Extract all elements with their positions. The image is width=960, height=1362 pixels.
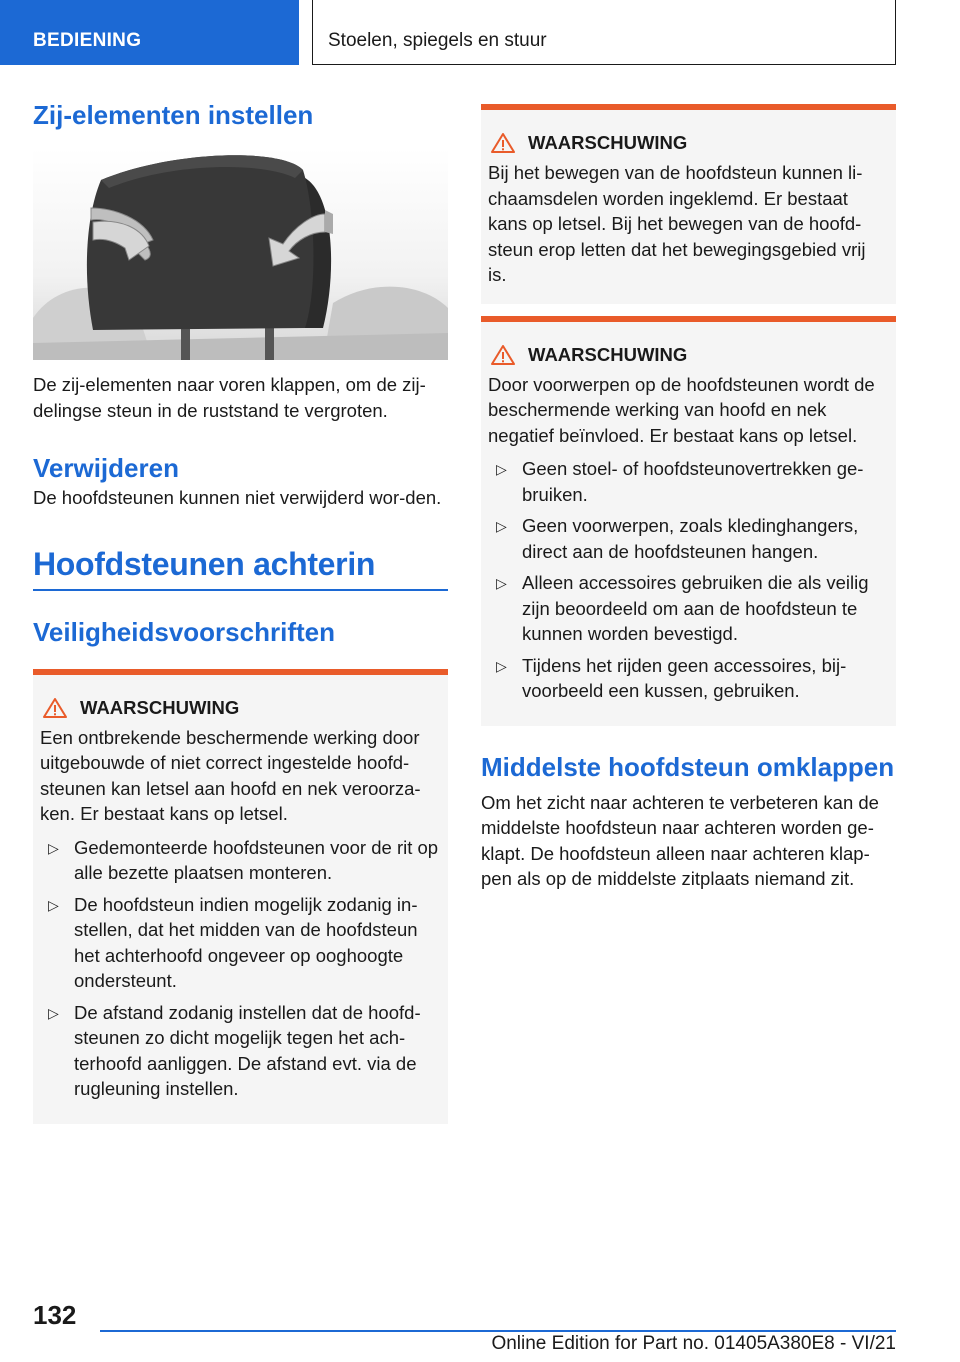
triangle-bullet-icon: ▷ <box>496 575 507 591</box>
chapter-header <box>312 0 896 65</box>
list-item: ▷ De hoofdsteun indien mogelijk zodanig in-stellen, dat het midden van de hoofdsteun het achterhoofd ongeveer op ooghoogte ondersteunt. <box>40 892 441 994</box>
triangle-bullet-icon: ▷ <box>48 896 59 913</box>
paragraph-side-elements: De zij-elementen naar voren klappen, om de zij-delingse steun in de ruststand te vergroten. <box>33 374 426 421</box>
triangle-bullet-icon: ▷ <box>496 518 507 534</box>
heading-side-elements: Zij-elementen instellen <box>33 100 314 130</box>
warning-text: Een ontbrekende beschermende werking door uitgebouwde of niet correct ingestelde hoofd-steunen kan letsel aan hoofd en nek veroorza-ken. Er bestaat kans op letsel. <box>40 726 421 824</box>
heading-remove: Verwijderen <box>33 453 179 483</box>
list-item: ▷ Geen stoel- of hoofdsteunovertrekken ge-bruiken. <box>488 456 889 507</box>
warning-triangle-icon <box>42 697 68 719</box>
warning-title-row <box>488 132 889 154</box>
chapter-title: Stoelen, spiegels en stuur <box>328 30 547 51</box>
warning-box-right-1 <box>481 104 896 304</box>
warning-box-left <box>33 669 448 1124</box>
right-column <box>481 104 896 892</box>
warning-triangle-icon <box>490 132 516 154</box>
triangle-bullet-icon: ▷ <box>496 657 507 674</box>
heading-rear-headrests: Hoofdsteunen achterin <box>33 545 376 582</box>
section-header <box>0 0 299 65</box>
section-title: BEDIENING <box>33 30 142 51</box>
warning-title: WAARSCHUWING <box>528 132 688 153</box>
warning-bullets <box>488 456 889 704</box>
edition-note: Online Edition for Part no. 01405A380E8 - VI/21 <box>491 1333 896 1354</box>
warning-title: WAARSCHUWING <box>80 696 240 718</box>
list-item: ▷ Alleen accessoires gebruiken die als veilig zijn beoordeeld om aan de hoofdsteun te kunnen worden bevestigd. <box>488 570 889 647</box>
paragraph-remove: De hoofdsteunen kunnen niet verwijderd wor-den. <box>33 487 442 508</box>
heading-safety: Veiligheidsvoorschriften <box>33 616 335 647</box>
headrest-image <box>33 148 448 360</box>
heading-fold-center: Middelste hoofdsteun omklappen <box>481 751 895 782</box>
warning-title-row <box>40 697 441 719</box>
warning-box-right-2 <box>481 316 896 726</box>
left-column <box>33 100 448 1124</box>
list-item: ▷ Geen voorwerpen, zoals kledinghangers, direct aan de hoofdsteunen hangen. <box>488 513 889 564</box>
footer-rule <box>100 1330 896 1332</box>
list-item: ▷ Tijdens het rijden geen accessoires, bij-voorbeeld een kussen, gebruiken. <box>488 653 889 704</box>
heading-rule <box>33 589 448 591</box>
warning-text: Bij het bewegen van de hoofdsteun kunnen li-chaamsdelen worden ingeklemd. Er bestaat kans op letsel. Bij het bewegen van de hoofd-steun erop letten dat het bewegingsgebied vrij is. <box>488 162 866 285</box>
warning-text: Door voorwerpen op de hoofdsteunen wordt de beschermende werking van hoofd en nek negatief beïnvloed. Er bestaat kans op letsel. <box>488 373 875 446</box>
triangle-bullet-icon: ▷ <box>48 839 59 856</box>
warning-title-row <box>488 344 889 366</box>
warning-bullets <box>40 835 441 1102</box>
list-item: ▷ De afstand zodanig instellen dat de hoofd-steunen zo dicht mogelijk tegen het ach-terhoofd aanliggen. De afstand evt. via de rugleuning instellen. <box>40 1000 441 1102</box>
triangle-bullet-icon: ▷ <box>48 1004 59 1021</box>
list-item: ▷ Gedemonteerde hoofdsteunen voor de rit op alle bezette plaatsen monteren. <box>40 835 441 886</box>
headrest-illustration <box>33 148 448 360</box>
page-number: 132 <box>33 1300 77 1330</box>
warning-triangle-icon <box>490 344 516 366</box>
triangle-bullet-icon: ▷ <box>496 461 507 477</box>
warning-title: WAARSCHUWING <box>528 343 688 365</box>
paragraph-fold-center: Om het zicht naar achteren te verbeteren kan de middelste hoofdsteun naar achteren worden ge-klapt. De hoofdsteun alleen naar achteren klap-pen als op de middelste zitplaats niemand zit. <box>481 791 879 889</box>
